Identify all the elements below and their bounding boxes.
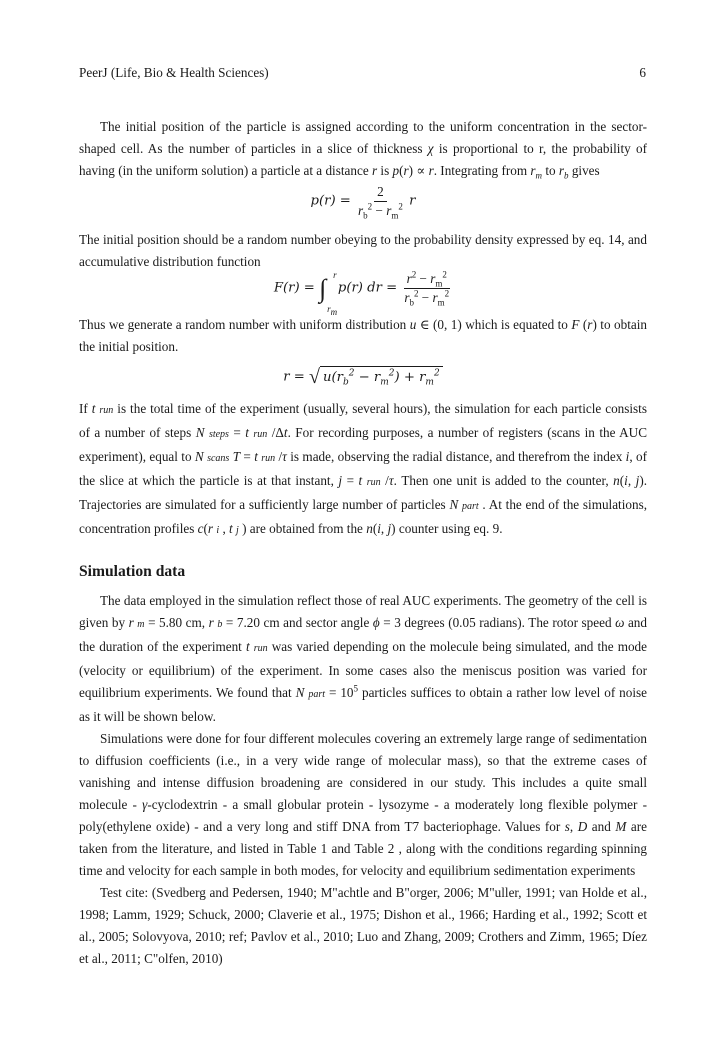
simulation-data-body	[79, 590, 647, 970]
page-header	[79, 64, 646, 82]
paragraph-citations: Test cite: (Svedberg and Pedersen, 1940; M"achtle and B"orger, 2006; M"uller, 1991; van Holde et al., 1998; Lamm, 1929; Schuck, 2000; Claverie et al., 1975; Dishon et al., 1966; Harding et al., 1992; Scott et al., 2005; Solovyova, 2010; ref; Pavlov et al., 2010; Luo and Zhang, 2009; Crothers and Zimm, 1965; Díez et al., 2011; C"olfen, 2010)	[79, 885, 647, 966]
paragraph-molecules: Simulations were done for four different molecules covering an extremely large range of sedimentation to diffusion coefficients (i.e., in a very wide range of molecular mass), so that the extreme cases of vanishing and intense diffusion broadening are considered in our study. This includes a quite small molecule - γ-cyclodextrin - a small globular protein - lysozyme - a moderately long flexible polymer - poly(ethylene oxide) - and a very long and stiff DNA from T7 bacteriophage. Values for s, D and M are taken from the literature, and listed in Table 1 and Table 2 , along with the conditions regarding spinning time and velocity for each sample in both modes, for velocity and equilibrium sedimentation experiments	[79, 731, 648, 878]
equation-r-sqrt: r = √ $u(r_b^2 - r_m^2) + r_m^2$	[79, 366, 647, 389]
equation-cumulative-distribution: F(r) = ∫ r $r_m$ p(r) dr = $\frac{r^2 - r_m^2}{r_b^2 - r_m^2}$	[273, 269, 450, 317]
paragraph-initial-position: The initial position of the particle is assigned according to the uniform concentration in the sector-shaped cell. As the number of particles in a slice of thickness χ is proportional to r, the probability of having (in the uniform solution) a particle at a distance r is p(r) ∝ r. Integrating from $r_m$ to $r_b$ gives	[79, 119, 647, 181]
journal-title: PeerJ (Life, Bio & Health Sciences)	[79, 65, 269, 80]
page-number: 6	[639, 65, 646, 80]
section-heading: Simulation data	[79, 563, 186, 580]
equation-p-of-r: p(r) = $\frac{2}{r_b^2 - r_m^2}$ r	[310, 184, 416, 221]
paragraph-simulation-steps: If t run is the total time of the experiment (usually, several hours), the simulation for each particle consists of a number of steps N steps = t run /Δt. For recording purposes, a number of registers (scans in the AUC experiment), equal to N scans T = t run /τ is made, observing the radial distance, and therefrom the index i, of the slice at which the particle is at that instant, j = t run /τ. Then one unit is added to the counter, n(i, j). Trajectories are simulated for a sufficiently large number of particles N part . At the end of the simulations, concentration profiles c(r i , t j ) are obtained from the n(i, j) counter using eq. 9.	[79, 401, 648, 536]
paragraph-distribution: The initial position should be a random number obeying to the probability density expressed by eq. 14, and accumulative distribution function	[79, 232, 647, 269]
paragraph-geometry: The data employed in the simulation reflect those of real AUC experiments. The geometry of the cell is given by r m = 5.80 cm, r b = 7.20 cm and sector angle ϕ = 3 degrees (0.05 radians). The rotor speed ω and the duration of the experiment t run was varied depending on the molecule being simulated, and the mode (velocity or equilibrium) of the experiment. In some cases also the meniscus position was varied for equilibrium experiments. We found that N part = $10^5$ particles suffices to obtain a rather low level of noise as it will be shown below.	[79, 593, 648, 724]
paragraph-random-number: Thus we generate a random number with uniform distribution u ∈ (0, 1) which is equated to F (r) to obtain the initial position.	[79, 317, 647, 354]
